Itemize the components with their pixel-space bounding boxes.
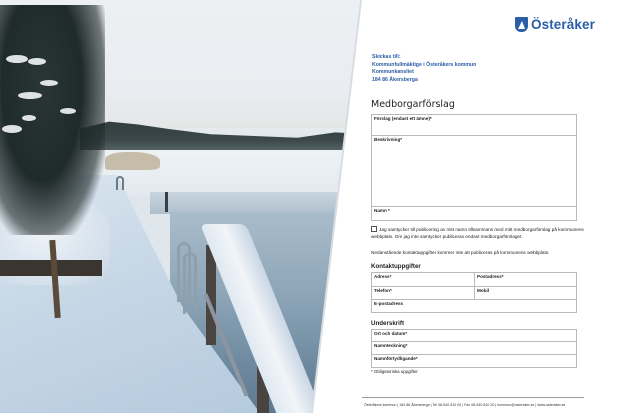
snow-clump [22,115,36,121]
footer-contact: Österåkers kommun | 184 86 Åkersberga | Tel 08-540 810 00 | Fax 08-540 810 20 | kommun@osteraker.se | www.osteraker.se [364,403,566,407]
snow-clump [28,58,46,65]
address-field[interactable] [371,272,475,287]
consent-text: Jag samtycker till publicering av mitt namn tillsammans med mitt medborgarförslag på kommunens webbplats. Om jag inte samtycker publiceras endast medborgarförslaget. [371,227,584,240]
field-label: Mobil [477,288,489,293]
pine-trees [0,5,105,235]
email-field[interactable] [371,299,577,313]
mobile-field[interactable] [474,286,577,300]
recipient-line: Kommunkansliet [372,69,414,76]
recipient-line: Kommunfullmäktige i Österåkers kommun [372,61,477,68]
shield-sailboat-icon [515,17,528,32]
logo-text: Österåker [531,16,595,32]
name-field[interactable] [371,206,577,221]
recipient-line: 184 86 Åkersberga [372,76,418,83]
required-fields-note: * Obligatoriska uppgifter [371,369,418,374]
pole [165,192,168,212]
reeds [105,152,160,170]
postal-address-field[interactable] [474,272,577,287]
ice-edge [150,192,365,214]
logo [515,15,595,33]
proposal-field[interactable] [371,114,577,136]
description-field[interactable] [371,135,577,207]
field-label: Beskrivning* [374,137,403,142]
recipient-address [372,54,476,84]
field-label: Ort och datum* [374,331,408,336]
contact-privacy-note: Nedanstående kontaktuppgifter kommer inte att publiceras på kommunens webbplats. [371,250,550,255]
phone-field[interactable] [371,286,475,300]
snow-clump [2,125,22,133]
field-label: E-postadress [374,301,404,306]
recipient-line: Skickas till: [372,54,401,60]
snow-clump [60,108,76,114]
field-label: Namn * [374,208,390,213]
name-clarification-field[interactable] [371,354,577,368]
snow-clump [6,55,28,63]
field-label: Telefon* [374,288,392,293]
contact-heading: Kontaktuppgifter [371,263,421,270]
consent-checkbox[interactable] [371,226,377,232]
footer-divider [362,397,584,398]
small-ladder [116,176,124,190]
form-title: Medborgarförslag [371,99,455,110]
field-label: Postadress* [477,274,504,279]
field-label: Förslag (endast ett ämne)* [374,116,432,121]
signature-field[interactable] [371,341,577,355]
snow-clump [40,80,58,86]
field-label: Namnteckning* [374,343,408,348]
dock-ladder-rail [183,252,197,314]
signature-heading: Underskrift [371,320,405,327]
consent-block [371,226,586,240]
snow-clump [18,92,42,99]
field-label: Adress* [374,274,392,279]
field-label: Namnförtydligande* [374,356,418,361]
